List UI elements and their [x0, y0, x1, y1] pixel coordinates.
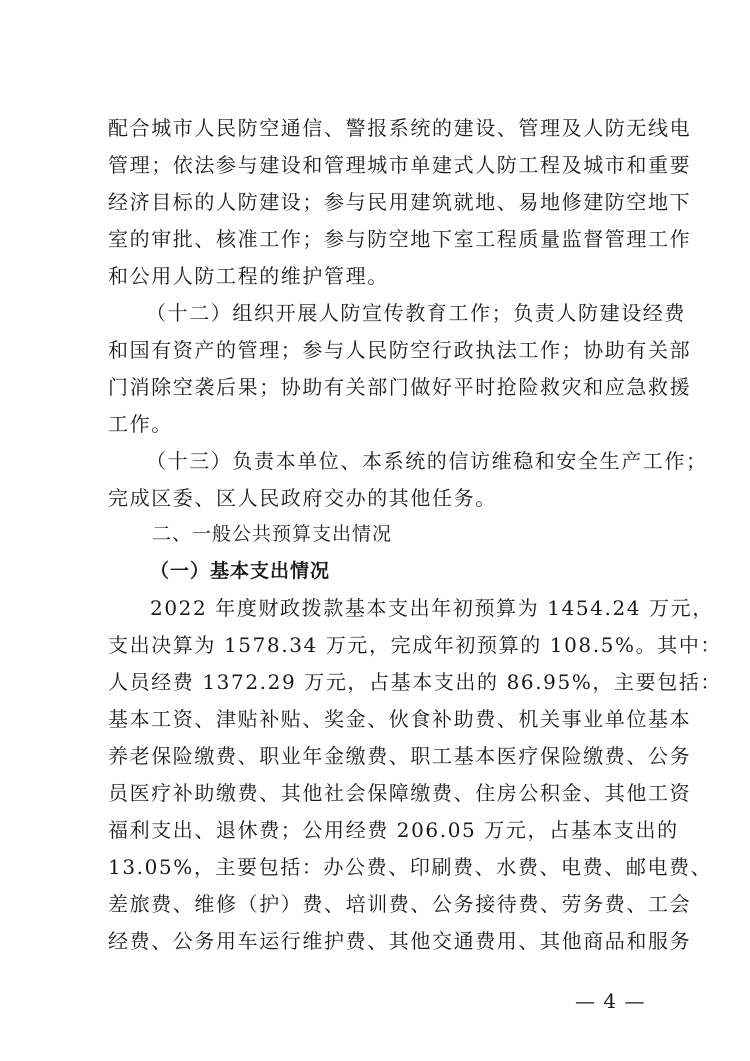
section-heading: 二、一般公共预算支出情况	[152, 523, 393, 545]
paragraph-line: 门消除空袭后果；协助有关部门做好平时抢险救灾和应急救援	[108, 375, 692, 399]
paragraph-line: 支出决算为 1578.34 万元，完成年初预算的 108.5%。其中：	[108, 633, 723, 657]
page-number: — 4 —	[575, 989, 646, 1013]
paragraph-line: （十三）负责本单位、本系统的信访维稳和安全生产工作；	[146, 449, 708, 473]
paragraph-line: 福利支出、退休费；公用经费 206.05 万元，占基本支出的	[108, 818, 679, 842]
paragraph-line: 2022 年度财政拨款基本支出年初预算为 1454.24 万元，	[150, 596, 714, 620]
paragraph-line: 养老保险缴费、职业年金缴费、职工基本医疗保险缴费、公务	[108, 744, 692, 768]
paragraph-line: （十二）组织开展人防宣传教育工作；负责人防建设经费	[146, 301, 686, 325]
subsection-heading: （一）基本支出情况	[150, 560, 331, 582]
paragraph-line: 和国有资产的管理；参与人民防空行政执法工作；协助有关部	[108, 338, 692, 362]
paragraph-line: 员医疗补助缴费、其他社会保障缴费、住房公积金、其他工资	[108, 781, 692, 805]
paragraph-line: 完成区委、区人民政府交办的其他任务。	[108, 486, 497, 510]
paragraph-line: 和公用人防工程的维护管理。	[108, 264, 389, 288]
paragraph-line: 13.05%，主要包括：办公费、印刷费、水费、电费、邮电费、	[108, 855, 713, 879]
paragraph-line: 差旅费、维修（护）费、培训费、公务接待费、劳务费、工会	[108, 892, 692, 916]
paragraph-line: 配合城市人民防空通信、警报系统的建设、管理及人防无线电	[108, 116, 692, 140]
paragraph-line: 经济目标的人防建设；参与民用建筑就地、易地修建防空地下	[108, 190, 692, 214]
paragraph-line: 管理；依法参与建设和管理城市单建式人防工程及城市和重要	[108, 153, 692, 177]
paragraph-line: 人员经费 1372.29 万元，占基本支出的 86.95%，主要包括：	[108, 670, 723, 694]
paragraph-line: 室的审批、核准工作；参与防空地下室工程质量监督管理工作	[108, 227, 692, 251]
paragraph-line: 工作。	[108, 412, 173, 436]
paragraph-line: 基本工资、津贴补贴、奖金、伙食补助费、机关事业单位基本	[108, 707, 692, 731]
paragraph-line: 经费、公务用车运行维护费、其他交通费用、其他商品和服务	[108, 929, 692, 953]
